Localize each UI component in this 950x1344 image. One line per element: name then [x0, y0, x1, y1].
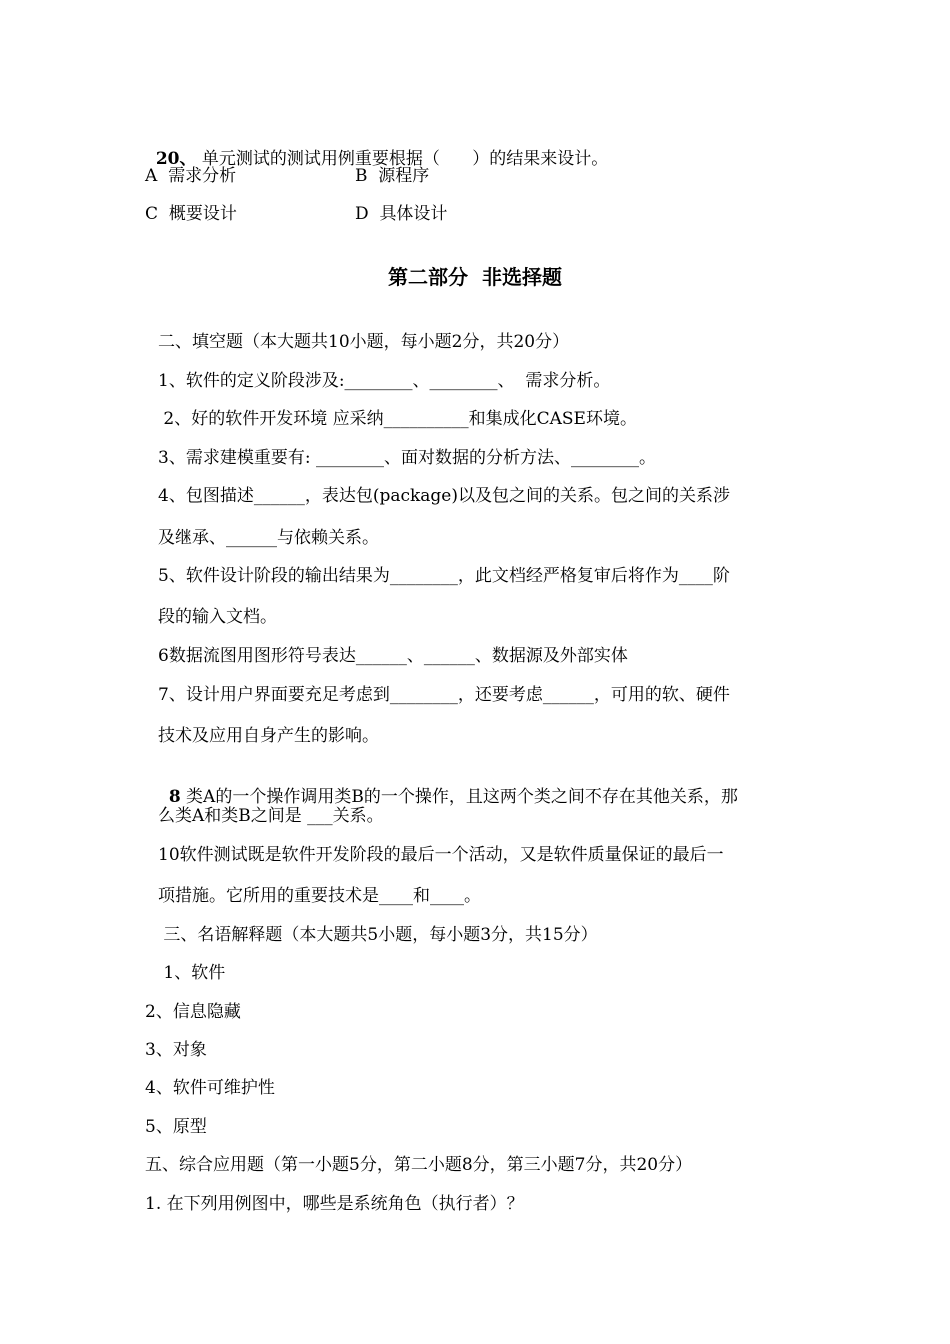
q20-number: 20、: [155, 149, 197, 169]
apply-q1: 1. 在下列用例图中，哪些是系统角色（执行者）？: [145, 1194, 524, 1214]
term-4: 4、软件可维护性: [145, 1078, 275, 1098]
term-5: 5、原型: [145, 1117, 207, 1137]
term-2: 2、信息隐藏: [145, 1002, 241, 1022]
fill-q3: 3、需求建模重要有: ________、面对数据的分析方法、________。: [158, 448, 656, 468]
fill-q5-line2: 段的输入文档。: [158, 607, 277, 627]
fill-q8-text: 类A的一个操作调用类B的一个操作，且这两个类之间不存在其他关系，那: [180, 787, 738, 807]
q20-option-d: D 具体设计: [355, 204, 448, 224]
terms-heading: 三、名语解释题（本大题共5小题，每小题3分，共15分）: [158, 925, 598, 945]
part2-title: 第二部分 非选择题: [388, 265, 562, 289]
fill-q10-line1: 10软件测试既是软件开发阶段的最后一个活动，又是软件质量保证的最后一: [158, 845, 724, 865]
fill-q10-line2: 项措施。它所用的重要技术是____和____。: [158, 886, 481, 906]
fill-q8-line1: [158, 764, 738, 808]
term-1: 1、软件: [158, 963, 226, 983]
fill-q2: 2、好的软件开发环境 应采纳__________和集成化CASE环境。: [158, 409, 637, 429]
fill-q5-line1: 5、软件设计阶段的输出结果为________，此文档经严格复审后将作为____阶: [158, 566, 730, 586]
fill-q6: 6数据流图用图形符号表达______、______、数据源及外部实体: [158, 646, 628, 666]
fill-q7-line1: 7、设计用户界面要充足考虑到________，还要考虑______，可用的软、硬件: [158, 685, 730, 705]
apply-heading: 五、综合应用题（第一小题5分，第二小题8分，第三小题7分，共20分）: [145, 1155, 693, 1175]
q20-line: [145, 126, 608, 170]
fill-q8-line2: 么类A和类B之间是 ___关系。: [158, 806, 384, 826]
fill-q1: 1、软件的定义阶段涉及:________、________、 需求分析。: [158, 371, 611, 391]
fill-q7-line2: 技术及应用自身产生的影响。: [158, 726, 379, 746]
q20-stem: 单元测试的测试用例重要根据（ ）的结果来设计。: [196, 149, 609, 169]
q20-option-a: A 需求分析: [145, 166, 237, 186]
fill-q4-line2: 及继承、______与依赖关系。: [158, 528, 379, 548]
fill-q4-line1: 4、包图描述______，表达包(package)以及包之间的关系。包之间的关系涉: [158, 486, 730, 506]
q20-option-c: C 概要设计: [145, 204, 237, 224]
term-3: 3、对象: [145, 1040, 207, 1060]
q20-option-b: B 源程序: [355, 166, 430, 186]
fill-heading: 二、填空题（本大题共10小题，每小题2分，共20分）: [158, 332, 570, 352]
fill-q8-number: 8: [168, 787, 181, 807]
